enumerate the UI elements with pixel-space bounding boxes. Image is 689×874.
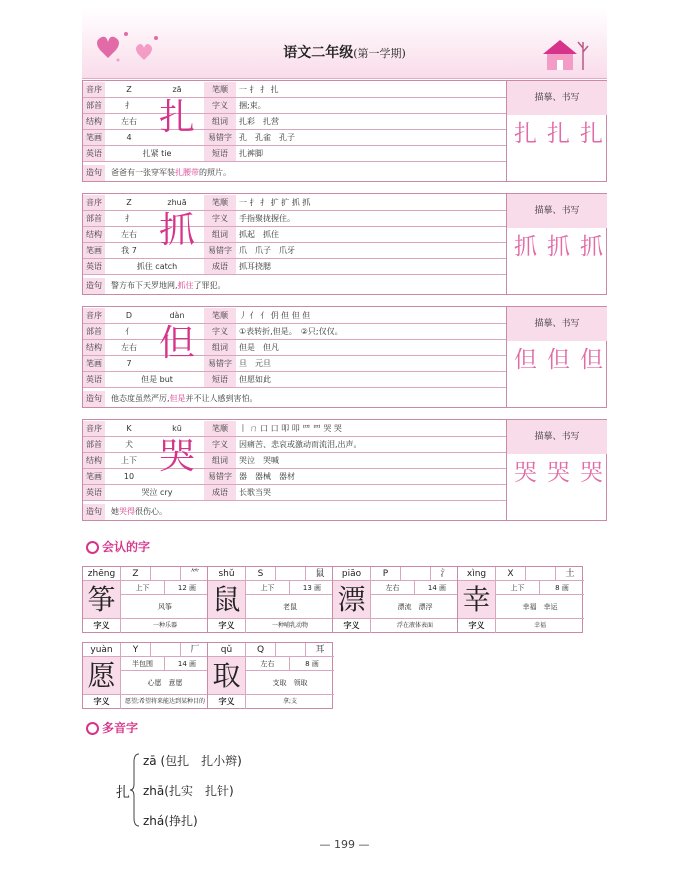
poly-char: 扎 bbox=[116, 785, 130, 801]
right-value: ①表转折,但是。 ②只;仅仅。 bbox=[239, 327, 343, 336]
card-row bbox=[83, 259, 506, 275]
meaning-label: 字义 bbox=[208, 695, 246, 709]
letter: X bbox=[496, 567, 526, 581]
trace-area bbox=[506, 307, 607, 407]
meaning: 幸福 bbox=[533, 622, 546, 629]
right-value: 哭泣 哭喊 bbox=[239, 456, 279, 465]
example-sentence: 她哭得很伤心。 bbox=[111, 507, 167, 516]
recog-char-card bbox=[82, 566, 208, 633]
example-sentence: 警方布下天罗地网,抓住了罪犯。 bbox=[111, 281, 226, 290]
card-row bbox=[83, 82, 506, 98]
right-value: 一 扌 扌 扩 扩 抓 抓 bbox=[239, 198, 311, 207]
recog-section-heading: 会认的字 bbox=[86, 538, 150, 555]
right-value: 旦 元旦 bbox=[239, 359, 271, 368]
page-title: 语文二年级(第一学期) bbox=[283, 45, 406, 61]
example-sentence-row bbox=[83, 165, 506, 181]
empty-cell bbox=[276, 643, 306, 657]
recog-character: 幸 bbox=[458, 581, 496, 619]
highlight-word: 抓住 bbox=[177, 281, 194, 290]
field-label: 造句 bbox=[83, 391, 105, 407]
right-value: 爪 爪子 爪牙 bbox=[239, 246, 295, 255]
letter: Q bbox=[246, 643, 276, 657]
card-row bbox=[83, 437, 506, 453]
strokes: 12 画 bbox=[165, 581, 209, 595]
card-row bbox=[83, 130, 506, 146]
right-value: 因痛苦、悲哀或激动而流泪,出声。 bbox=[239, 440, 362, 449]
char-card bbox=[82, 80, 607, 182]
card-row bbox=[83, 324, 506, 340]
left-value: 左右 bbox=[121, 230, 137, 239]
field-label: 造句 bbox=[83, 278, 105, 294]
card-row bbox=[83, 98, 506, 114]
radical: 鼠 bbox=[306, 567, 334, 581]
trace-area bbox=[506, 420, 607, 520]
field-label: 部首 bbox=[83, 324, 105, 339]
right-value: 丿 亻 亻 仴 但 但 但 bbox=[239, 311, 311, 320]
char-card bbox=[82, 193, 607, 295]
pinyin-value: dàn bbox=[169, 311, 185, 320]
left-value: Z bbox=[126, 85, 132, 94]
letter: S bbox=[246, 567, 276, 581]
left-value: 扌 bbox=[125, 214, 133, 223]
field-label: 字义 bbox=[204, 437, 236, 452]
right-value: 一 扌 扌 扎 bbox=[239, 85, 279, 94]
recog-character: 漂 bbox=[333, 581, 371, 619]
field-label: 组词 bbox=[204, 453, 236, 468]
field-label: 音序 bbox=[83, 195, 105, 210]
card-row bbox=[83, 340, 506, 356]
meaning-label: 字义 bbox=[208, 619, 246, 633]
pinyin: yuàn bbox=[83, 643, 121, 657]
meaning: 浮在液体表面 bbox=[396, 622, 433, 629]
field-label: 易错字 bbox=[204, 469, 236, 484]
field-label: 字义 bbox=[204, 98, 236, 113]
letter: P bbox=[371, 567, 401, 581]
card-row bbox=[83, 469, 506, 485]
left-value: 7 bbox=[126, 359, 132, 368]
trace-heading: 描摹、书写 bbox=[507, 307, 607, 341]
recog-char-card bbox=[82, 642, 208, 709]
left-value: 上下 bbox=[121, 456, 137, 465]
right-value: 扎彩 扎营 bbox=[239, 117, 279, 126]
field-label: 音序 bbox=[83, 421, 105, 436]
letter: Z bbox=[121, 567, 151, 581]
example-sentence: 他态度虽然严厉,但是并不让人感到害怕。 bbox=[111, 394, 258, 403]
field-label: 笔顺 bbox=[204, 421, 236, 436]
field-label: 易错字 bbox=[204, 130, 236, 145]
field-label: 易错字 bbox=[204, 243, 236, 258]
field-label: 短语 bbox=[204, 146, 236, 161]
field-label: 结构 bbox=[83, 227, 105, 242]
field-label: 部首 bbox=[83, 98, 105, 113]
field-label: 音序 bbox=[83, 308, 105, 323]
big-character: 哭 bbox=[158, 436, 195, 477]
trace-character[interactable]: 哭 bbox=[514, 460, 537, 486]
pinyin: xìng bbox=[458, 567, 496, 581]
trace-area bbox=[506, 194, 607, 294]
example-sentence-row bbox=[83, 278, 506, 294]
trace-heading: 描摹、书写 bbox=[507, 420, 607, 454]
poly-reading-1: zā (包扎 扎小辫) bbox=[143, 754, 242, 768]
right-value: 孔 孔雀 孔子 bbox=[239, 133, 295, 142]
big-character: 扎 bbox=[158, 97, 195, 138]
trace-character[interactable]: 抓 bbox=[580, 234, 603, 260]
field-label: 字义 bbox=[204, 211, 236, 226]
word: 幸福 幸运 bbox=[496, 595, 584, 619]
left-value: Z bbox=[126, 198, 132, 207]
big-character: 抓 bbox=[158, 210, 195, 251]
field-label: 结构 bbox=[83, 453, 105, 468]
left-value: 左右 bbox=[121, 343, 137, 352]
left-value: 10 bbox=[123, 472, 135, 481]
field-label: 造句 bbox=[83, 165, 105, 181]
page-number: — 199 — bbox=[319, 838, 370, 851]
pinyin: shǔ bbox=[208, 567, 246, 581]
field-label: 笔顺 bbox=[204, 195, 236, 210]
pinyin-value: kū bbox=[172, 424, 182, 433]
field-label: 字义 bbox=[204, 324, 236, 339]
field-label: 部首 bbox=[83, 211, 105, 226]
structure: 上下 bbox=[496, 581, 540, 595]
structure: 左右 bbox=[246, 657, 290, 671]
trace-character[interactable]: 抓 bbox=[514, 234, 537, 260]
card-row bbox=[83, 195, 506, 211]
field-label: 英语 bbox=[83, 146, 105, 161]
pinyin: zhēng bbox=[83, 567, 121, 581]
field-label: 组词 bbox=[204, 340, 236, 355]
recog-character: 愿 bbox=[83, 657, 121, 695]
meaning-label: 字义 bbox=[458, 619, 496, 633]
left-value: 亻 bbox=[125, 327, 133, 336]
card-row bbox=[83, 453, 506, 469]
left-value: 犬 bbox=[125, 440, 133, 449]
left-value: 4 bbox=[126, 133, 132, 142]
radical: 氵 bbox=[431, 567, 459, 581]
trace-area bbox=[506, 81, 607, 181]
pinyin: piāo bbox=[333, 567, 371, 581]
example-sentence: 爸爸有一张穿军装扎腰带的照片。 bbox=[111, 168, 231, 177]
word: 支取 领取 bbox=[246, 671, 334, 695]
field-label: 英语 bbox=[83, 372, 105, 387]
highlight-word: 哭得 bbox=[119, 507, 135, 516]
strokes: 14 画 bbox=[415, 581, 459, 595]
trace-character[interactable]: 抓 bbox=[547, 234, 570, 260]
card-row bbox=[83, 308, 506, 324]
field-label: 组词 bbox=[204, 227, 236, 242]
right-value: 丨 ㄇ 口 口 叩 叩 罒 罒 哭 哭 bbox=[239, 424, 342, 433]
meaning: 愿望;希望将来能达到某种目的 bbox=[124, 698, 206, 705]
recog-character: 取 bbox=[208, 657, 246, 695]
field-label: 英语 bbox=[83, 485, 105, 500]
poly-reading-2: zhā(扎实 扎针) bbox=[143, 784, 234, 798]
trace-character[interactable]: 扎 bbox=[547, 121, 570, 147]
structure: 半包围 bbox=[121, 657, 165, 671]
example-sentence-row bbox=[83, 504, 506, 520]
right-value: 捆;束。 bbox=[239, 101, 266, 110]
card-row bbox=[83, 146, 506, 162]
empty-cell bbox=[151, 567, 181, 581]
english-value: 但是 but bbox=[141, 375, 173, 384]
right-value: 抓耳挠腮 bbox=[239, 262, 271, 271]
trace-character[interactable]: 哭 bbox=[580, 460, 603, 486]
field-label: 结构 bbox=[83, 340, 105, 355]
field-label: 笔画 bbox=[83, 130, 105, 145]
card-row bbox=[83, 485, 506, 501]
english-value: 扎紧 tie bbox=[142, 149, 172, 158]
meaning: 拿;支 bbox=[282, 698, 298, 705]
magnifier-icon bbox=[86, 722, 99, 735]
right-value: 但是 但凡 bbox=[239, 343, 279, 352]
left-value: K bbox=[126, 424, 132, 433]
card-row bbox=[83, 372, 506, 388]
left-value: D bbox=[125, 311, 133, 320]
card-row bbox=[83, 421, 506, 437]
magnifier-icon bbox=[86, 541, 99, 554]
structure: 左右 bbox=[371, 581, 415, 595]
recog-char-card bbox=[332, 566, 458, 633]
card-row bbox=[83, 356, 506, 372]
pinyin-value: zhuā bbox=[167, 198, 187, 207]
field-label: 笔顺 bbox=[204, 82, 236, 97]
word: 漂流 漂浮 bbox=[371, 595, 459, 619]
field-label: 英语 bbox=[83, 259, 105, 274]
radical: 耳 bbox=[306, 643, 334, 657]
recog-char-card bbox=[207, 566, 333, 633]
field-label: 成语 bbox=[204, 259, 236, 274]
meaning-label: 字义 bbox=[83, 695, 121, 709]
field-label: 成语 bbox=[204, 485, 236, 500]
poly-reading-3: zhá(挣扎) bbox=[143, 814, 198, 828]
field-label: 易错字 bbox=[204, 356, 236, 371]
right-value: 抓起 抓住 bbox=[239, 230, 279, 239]
trace-character[interactable]: 但 bbox=[514, 347, 537, 373]
poly-section-heading: 多音字 bbox=[86, 719, 138, 736]
field-label: 组词 bbox=[204, 114, 236, 129]
strokes: 13 画 bbox=[290, 581, 334, 595]
field-label: 部首 bbox=[83, 437, 105, 452]
strokes: 8 画 bbox=[290, 657, 334, 671]
right-value: 长歌当哭 bbox=[239, 488, 271, 497]
field-label: 造句 bbox=[83, 504, 105, 520]
english-value: 哭泣 cry bbox=[141, 488, 173, 497]
recog-character: 筝 bbox=[83, 581, 121, 619]
field-label: 音序 bbox=[83, 82, 105, 97]
left-value: 左右 bbox=[121, 117, 137, 126]
radical: ⺮ bbox=[181, 567, 209, 581]
field-label: 笔顺 bbox=[204, 308, 236, 323]
trace-character[interactable]: 扎 bbox=[514, 121, 537, 147]
empty-cell bbox=[151, 643, 181, 657]
recog-char-card bbox=[207, 642, 333, 709]
recog-char-card bbox=[457, 566, 583, 633]
trace-heading: 描摹、书写 bbox=[507, 81, 607, 115]
trace-character[interactable]: 扎 bbox=[580, 121, 603, 147]
letter: Y bbox=[121, 643, 151, 657]
field-label: 笔画 bbox=[83, 243, 105, 258]
empty-cell bbox=[401, 567, 431, 581]
field-label: 笔画 bbox=[83, 356, 105, 371]
brace-icon bbox=[130, 752, 140, 828]
field-label: 短语 bbox=[204, 372, 236, 387]
radical: 土 bbox=[556, 567, 584, 581]
example-sentence-row bbox=[83, 391, 506, 407]
big-character: 但 bbox=[158, 323, 195, 364]
left-value: 扌 bbox=[125, 101, 133, 110]
meaning-label: 字义 bbox=[83, 619, 121, 633]
right-value: 但愿如此 bbox=[239, 375, 271, 384]
meaning: 一种乐器 bbox=[152, 622, 177, 629]
radical: 厂 bbox=[181, 643, 209, 657]
recog-character: 鼠 bbox=[208, 581, 246, 619]
structure: 上下 bbox=[246, 581, 290, 595]
right-value: 器 器械 器材 bbox=[239, 472, 295, 481]
house-icon bbox=[533, 28, 593, 76]
right-value: 扎裤脚 bbox=[239, 149, 263, 158]
card-row bbox=[83, 243, 506, 259]
left-value: 我 7 bbox=[121, 246, 137, 255]
card-row bbox=[83, 114, 506, 130]
trace-character[interactable]: 但 bbox=[547, 347, 570, 373]
structure: 上下 bbox=[121, 581, 165, 595]
card-row bbox=[83, 227, 506, 243]
char-card bbox=[82, 306, 607, 408]
trace-character[interactable]: 哭 bbox=[547, 460, 570, 486]
meaning-label: 字义 bbox=[333, 619, 371, 633]
page-header bbox=[82, 8, 607, 79]
english-value: 抓住 catch bbox=[136, 262, 178, 271]
highlight-word: 但是 bbox=[169, 394, 186, 403]
pinyin-value: zā bbox=[172, 85, 182, 94]
strokes: 8 画 bbox=[540, 581, 584, 595]
right-value: 手指聚拢握住。 bbox=[239, 214, 295, 223]
card-row bbox=[83, 211, 506, 227]
highlight-word: 扎腰带 bbox=[175, 168, 199, 177]
meaning: 一种哺乳动物 bbox=[271, 622, 308, 629]
word: 老鼠 bbox=[246, 595, 334, 619]
char-card bbox=[82, 419, 607, 521]
trace-character[interactable]: 但 bbox=[580, 347, 603, 373]
word: 风筝 bbox=[121, 595, 209, 619]
empty-cell bbox=[526, 567, 556, 581]
empty-cell bbox=[276, 567, 306, 581]
strokes: 14 画 bbox=[165, 657, 209, 671]
pinyin: qǔ bbox=[208, 643, 246, 657]
field-label: 结构 bbox=[83, 114, 105, 129]
word: 心愿 意愿 bbox=[121, 671, 209, 695]
trace-heading: 描摹、书写 bbox=[507, 194, 607, 228]
field-label: 笔画 bbox=[83, 469, 105, 484]
